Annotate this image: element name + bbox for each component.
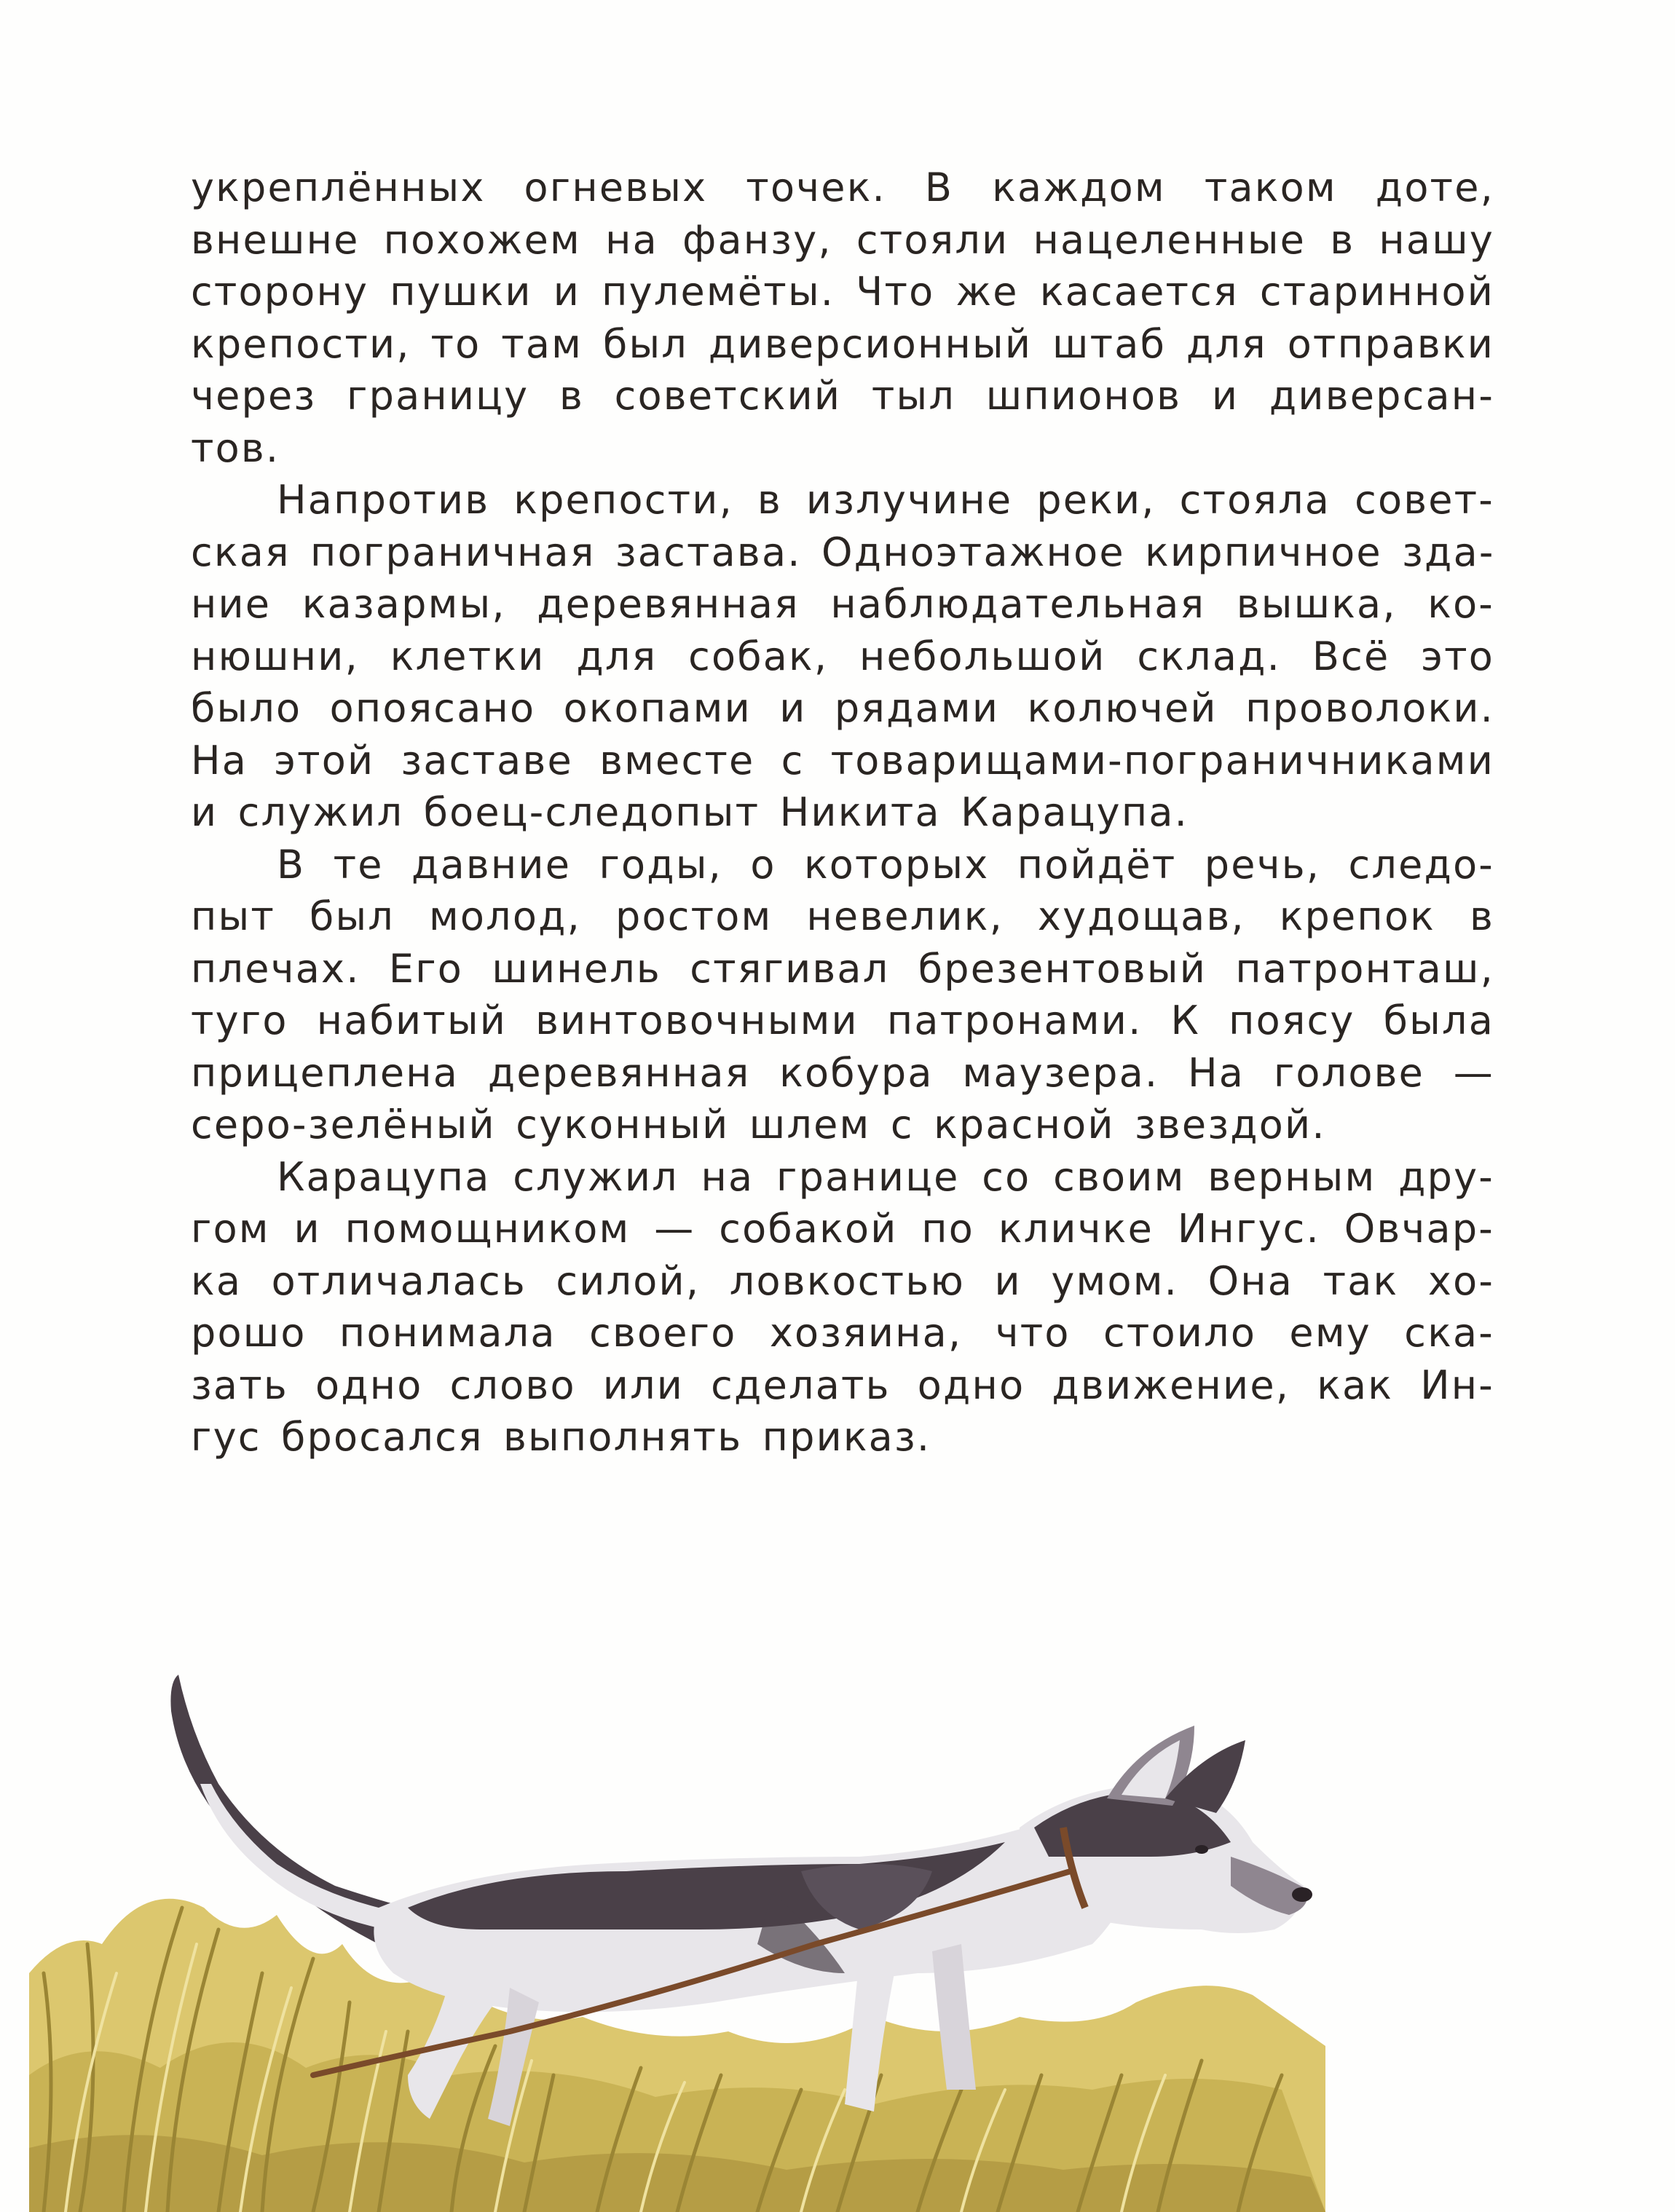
- paragraph-4: [191, 1151, 1494, 1464]
- text-line: ская пограничная застава. Одноэтажное кирпичное зда-: [191, 529, 1495, 575]
- text-line: укреплённых огневых точек. В каждом таком доте,: [191, 165, 1494, 210]
- paragraph-3: [191, 839, 1494, 1151]
- text-line: зать одно слово или сделать одно движение, как Ин-: [191, 1362, 1494, 1408]
- text-line: через границу в советский тыл шпионов и диверсан-: [191, 373, 1494, 419]
- text-line: пыт был молод, ростом невелик, худощав, крепок в: [191, 893, 1494, 939]
- text-line: прицеплена деревянная кобура маузера. На голове —: [191, 1049, 1494, 1096]
- text-line: нюшни, клетки для собак, небольшой склад. Всё это: [191, 633, 1494, 679]
- text-line: гом и помощником — собакой по кличке Ингус. Овчар-: [191, 1206, 1494, 1252]
- text-line: ние казармы, деревянная наблюдательная вышка, ко-: [191, 581, 1494, 627]
- text-line: Карацупа служил на границе со своим верным дру-: [277, 1153, 1494, 1200]
- text-line: тов.: [191, 424, 280, 471]
- text-line: рошо понимала своего хозяина, что стоило ему ска-: [191, 1310, 1494, 1356]
- dog-in-grass-illustration: [0, 1565, 1675, 2212]
- text-line: было опоясано окопами и рядами колючей проволоки.: [191, 685, 1494, 731]
- text-line: внешне похожем на фанзу, стояли нацеленные в нашу: [191, 216, 1494, 263]
- text-line: туго набитый винтовочными патронами. К поясу была: [191, 998, 1494, 1043]
- text-line: Напротив крепости, в излучине реки, стояла совет-: [277, 477, 1494, 523]
- text-line: и служил боец-следопыт Никита Карацупа.: [191, 789, 1189, 835]
- paragraph-1: [191, 162, 1494, 474]
- text-line: ка отличалась силой, ловкостью и умом. Она так хо-: [191, 1257, 1494, 1304]
- paragraph-2: [191, 474, 1494, 839]
- text-line: плечах. Его шинель стягивал брезентовый патронташ,: [191, 945, 1494, 992]
- text-line: гус бросался выполнять приказ.: [191, 1414, 931, 1460]
- text-line: крепости, то там был диверсионный штаб для отправки: [191, 320, 1494, 367]
- text-line: В те давние годы, о которых пойдёт речь, следо-: [277, 841, 1494, 888]
- text-line: серо-зелёный суконный шлем с красной звездой.: [191, 1102, 1326, 1148]
- text-line: сторону пушки и пулемёты. Что же касается старинной: [191, 269, 1494, 315]
- body-text: [191, 162, 1494, 1464]
- text-line: На этой заставе вместе с товарищами-пограничниками: [191, 737, 1494, 783]
